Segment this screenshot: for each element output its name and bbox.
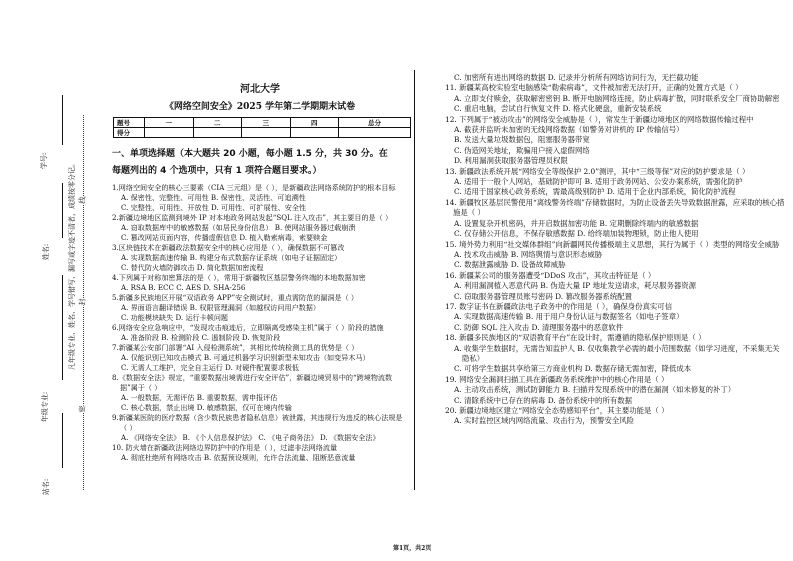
- major-label: 年级专业:: [41, 391, 50, 423]
- seal-char: 线: [78, 196, 87, 204]
- question-option: A. 实时监控区域内网络流量、攻击行为，预警安全风险: [454, 416, 635, 426]
- left-question-column: [112, 183, 408, 463]
- question-option: A. RSA B. ECC C. AES D. SHA-256: [121, 283, 246, 292]
- score-table-header-row: [114, 118, 411, 128]
- question-option: D. 利用漏洞获取服务器管理员权限: [454, 156, 568, 166]
- score-header: 一: [145, 118, 194, 128]
- major-line: [62, 275, 63, 380]
- question-stem: 15. 境外势力利用“社交媒体群组”向新疆网民传播极端主义思想，其行为属于（ ）类型的网络安全威胁: [445, 239, 780, 249]
- exam-title: 《网络空间安全》2025 学年第二学期期末试卷: [164, 102, 356, 112]
- question-item: [112, 343, 408, 373]
- question-stem: 2.新疆边境地区监测到境外 IP 对本地政务网站发起“SQL 注入攻击”，其主要目的是（ ）: [112, 213, 393, 222]
- question-stem: 12. 下列属于“被动攻击”的网络安全威胁是（ ），常发生于新疆边境地区的网络数据传输过程中: [445, 114, 754, 124]
- score-cell: [290, 128, 339, 138]
- score-table: [113, 117, 411, 138]
- question-option: A. 适用于一般个人网站，基础防护即可 B. 适用于政务网站、公安办案系统，需强化防护: [454, 177, 743, 187]
- question-item: [112, 183, 408, 213]
- question-stem: 6.网络安全应急响应中，“发现攻击痕迹后，立即隔离受感染主机”属于（ ）阶段的措施: [112, 323, 384, 332]
- question-option: C. 数据泄露威胁 D. 设备故障威胁: [454, 260, 566, 270]
- score-header: 二: [193, 118, 242, 128]
- question-option: A. 准备阶段 B. 检测阶段 C. 遏制阶段 D. 恢复阶段: [121, 333, 281, 342]
- column-divider: [414, 70, 415, 490]
- question-item: [445, 271, 785, 302]
- score-header: 总分: [339, 118, 411, 128]
- notice-text: 凡年级专业、姓名、学号错写、漏写或字迹不清者，成绩按零分记。: [68, 160, 76, 370]
- university-name: 河北大学: [240, 84, 280, 95]
- question-item: [445, 333, 785, 375]
- question-stem: 16. 新疆某公司的服务器遭受“DDoS 攻击”，其攻击特征是（ ）: [445, 270, 656, 280]
- score-row-label: 得分: [114, 128, 145, 138]
- question-option: C. 加密所有进出网络的数据 D. 记录并分析所有网络访问行为，无拦截功能: [454, 73, 699, 82]
- question-option: A. 技术攻击威胁 B. 网络舆情与意识形态威胁: [454, 249, 603, 259]
- question-option: A. 《网络安全法》 B. 《个人信息保护法》 C. 《电子商务法》 D. 《数据安全法》: [121, 433, 380, 442]
- question-item: [112, 243, 408, 273]
- question-option: A. 利用漏洞植入恶意代码 B. 伪造大量 IP 地址发送请求，耗尽服务器资源: [454, 281, 697, 291]
- question-stem: 19. 网络安全漏洞扫描工具在新疆政务系统维护中的核心作用是（ ）: [445, 374, 669, 384]
- question-item: [445, 375, 785, 406]
- site-line: [62, 413, 63, 468]
- section-heading-line: 每题列出的 4 个选项中，只有 1 项符合题目要求。）: [112, 166, 322, 176]
- question-stem: 17. 数字证书在新疆政法电子政务中的作用是（ ），确保身份真实可信: [445, 301, 673, 311]
- question-option: C. 适用于国家核心政务系统，需最高级别防护 D. 适用于企业内部系统，简化防护流程: [454, 187, 736, 197]
- question-stem: 18. 新疆多民族地区的“双语教育平台”在设计时，需遵循的隐私保护原则是（ ）: [445, 333, 706, 343]
- question-stem: 11. 新疆某高校实验室电脑感染“勒索病毒”，文件被加密无法打开，正确的处置方式是（ ）: [445, 83, 743, 93]
- question-stem: 10. 防火墙在新疆政法网络边界防护中的作用是（ ），过滤非法网络流量: [112, 443, 338, 452]
- seal-char: 封: [78, 298, 87, 306]
- question-item: [445, 115, 785, 167]
- right-question-column: [445, 73, 785, 427]
- score-cell: [242, 128, 291, 138]
- question-stem: 13. 新疆政法系统开展“网络安全等级保护 2.0”测评，其中“三级等保”对应的防护要求是（ ）: [445, 166, 750, 176]
- score-header: 四: [290, 118, 339, 128]
- question-option: C. 可将学生数据共享给第三方商业机构 D. 数据存储无需加密，降低成本: [454, 364, 692, 374]
- question-option: C. 仅存储公开信息，不保存敏感数据 D. 给终端加装物理锁，防止他人使用: [454, 229, 699, 239]
- question-option: C. 窃取服务器管理员账号密码 D. 篡改服务器系统配置: [454, 291, 633, 301]
- question-item: [112, 413, 408, 443]
- question-item: [445, 302, 785, 333]
- question-item: [112, 323, 408, 343]
- question-option: A. 收集学生数据时，无需告知监护人 B. 仅收集教学必需的最小范围数据（如学习进度，不采集无关隐私）: [454, 343, 780, 363]
- question-option: A. 立即支付赎金，获取解密密钥 B. 断开电脑网络连接，防止病毒扩散，同时联系安全厂商协助解密: [454, 93, 780, 103]
- question-option: C. 重启电脑，尝试自行恢复文件 D. 格式化硬盘，重新安装系统: [454, 104, 662, 114]
- question-option: C. 核心数据，禁止出境 D. 敏感数据，仅可在境内传输: [121, 403, 292, 412]
- question-option: A. 彻底杜绝所有网络攻击 B. 依据预设规则，允许合法流量、阻断恶意流量: [121, 453, 356, 462]
- question-option: C. 伪造网关地址，欺骗用户接入虚假网络: [454, 145, 590, 155]
- question-option: A. 实现数据高速传输 B. 用于用户身份认证与数据签名（如电子签章）: [454, 312, 684, 322]
- score-cell: [339, 128, 411, 138]
- question-option: A. 设置复杂开机密码，并开启数据加密功能 B. 定期删除终端内的敏感数据: [454, 218, 699, 228]
- question-stem: 1.网络空间安全的核心三要素（CIA 三元组）是（ ），是新疆政法网络系统防护的根本目标: [112, 183, 396, 192]
- question-option: C. 无需人工维护，完全自主运行 D. 对硬件配置要求极低: [121, 363, 299, 372]
- section-heading-line: 一、单项选择题（本大题共 20 小题，每小题 1.5 分，共 30 分。在: [112, 149, 388, 159]
- score-header: 三: [242, 118, 291, 128]
- question-option: A. 仅能识别已知攻击模式 B. 可通过机器学习识别新型未知攻击（如变异木马）: [121, 353, 370, 362]
- question-option: A. 窃取数据库中的敏感数据（如居民身份信息） B. 使网站服务器过载崩溃: [121, 223, 356, 232]
- question-stem: 20. 新疆边境地区建立“网络安全态势感知平台”，其主要功能是（ ）: [445, 406, 669, 415]
- score-cell: [145, 128, 194, 138]
- question-option: C. 功能模块缺失 D. 运行卡顿问题: [121, 313, 229, 322]
- student-id-label: 学号:: [40, 152, 49, 170]
- score-cell: [193, 128, 242, 138]
- question-item: [112, 373, 408, 413]
- question-option: C. 清除系统中已存在的病毒 D. 备份系统中的所有数据: [454, 395, 633, 405]
- question-option: A. 主动攻击系统，测试防御能力 B. 扫描并发现系统中的潜在漏洞（如未修复的补丁）: [454, 385, 736, 395]
- name-label: 姓名:: [42, 243, 51, 261]
- question-option: B. 发送大量垃圾数据包，阻塞服务器带宽: [454, 135, 590, 145]
- page-number: 第1页，共2页: [393, 545, 432, 552]
- question-stem: 4.下列属于对称加密算法的是（ ），常用于新疆牧区基层警务终端的本地数据加密: [112, 273, 366, 282]
- question-option: A. 保密性、完整性、可用性 B. 保密性、灵活性、可追溯性: [121, 193, 306, 202]
- question-item: [445, 83, 785, 114]
- section-heading: [112, 146, 412, 180]
- question-option: A. 截获并监听未加密的无线网络数据（如警务对讲机的 IP 传输信号）: [454, 125, 684, 135]
- question-option: C. 完整性、可用性、开放性 D. 可用性、可扩展性、安全性: [121, 203, 307, 212]
- question-option: C. 替代防火墙防御攻击 D. 简化数据加密流程: [121, 263, 264, 272]
- question-option: A. 界面语言翻译错误 B. 权限管理漏洞（如越权访问用户数据）: [121, 303, 320, 312]
- student-id-line: [62, 95, 63, 145]
- question-item: [445, 167, 785, 198]
- seal-char: 密: [78, 405, 87, 413]
- question-item: [112, 273, 408, 293]
- name-line: [62, 183, 63, 238]
- question-stem: 3.区块链技术在新疆政法数据安全中的核心应用是（ ），确保数据不可篡改: [112, 243, 345, 252]
- score-header: 题号: [114, 118, 145, 128]
- question-item: [112, 443, 408, 463]
- question-option: C. 篡改网站页面内容，传播虚假信息 D. 植入勒索病毒，索要赎金: [121, 233, 328, 242]
- question-item: [445, 198, 785, 240]
- question-item: [445, 240, 785, 271]
- question-stem: 5.新疆多民族地区开展“双语政务 APP”安全测试时，重点需防范的漏洞是（ ）: [112, 293, 359, 302]
- question-item: [445, 406, 785, 427]
- question-option: C. 防御 SQL 注入攻击 D. 清理服务器中的恶意软件: [454, 322, 624, 332]
- question-stem: 8.《数据安全法》规定，“重要数据出境需进行安全评估”，新疆边境贸易中的“跨境物流数据”属于（ ）: [112, 373, 393, 392]
- question-stem: 14. 新疆牧区基层民警使用“离线警务终端”存储数据时，为防止设备丢失导致数据泄露，应采取的核心措施是（ ）: [445, 197, 785, 218]
- question-option: A. 实现数据高速传输 B. 构建分布式数据存证系统（如电子证据固定）: [121, 253, 342, 262]
- question-item: [112, 293, 408, 323]
- site-label: 站名:: [42, 478, 51, 496]
- question-item: [112, 213, 408, 243]
- question-stem: 9.新疆某医院的医疗数据（含少数民族患者隐私信息）被泄露，其违规行为违反的核心法规是（ ）: [112, 413, 403, 432]
- score-table-row: [114, 128, 411, 138]
- question-stem: 7.新疆某公安部门部署“AI 入侵检测系统”，其相比传统检测工具的优势是（ ）: [112, 343, 359, 352]
- question-option: A. 一般数据，无需评估 B. 重要数据，需申报评估: [121, 393, 278, 402]
